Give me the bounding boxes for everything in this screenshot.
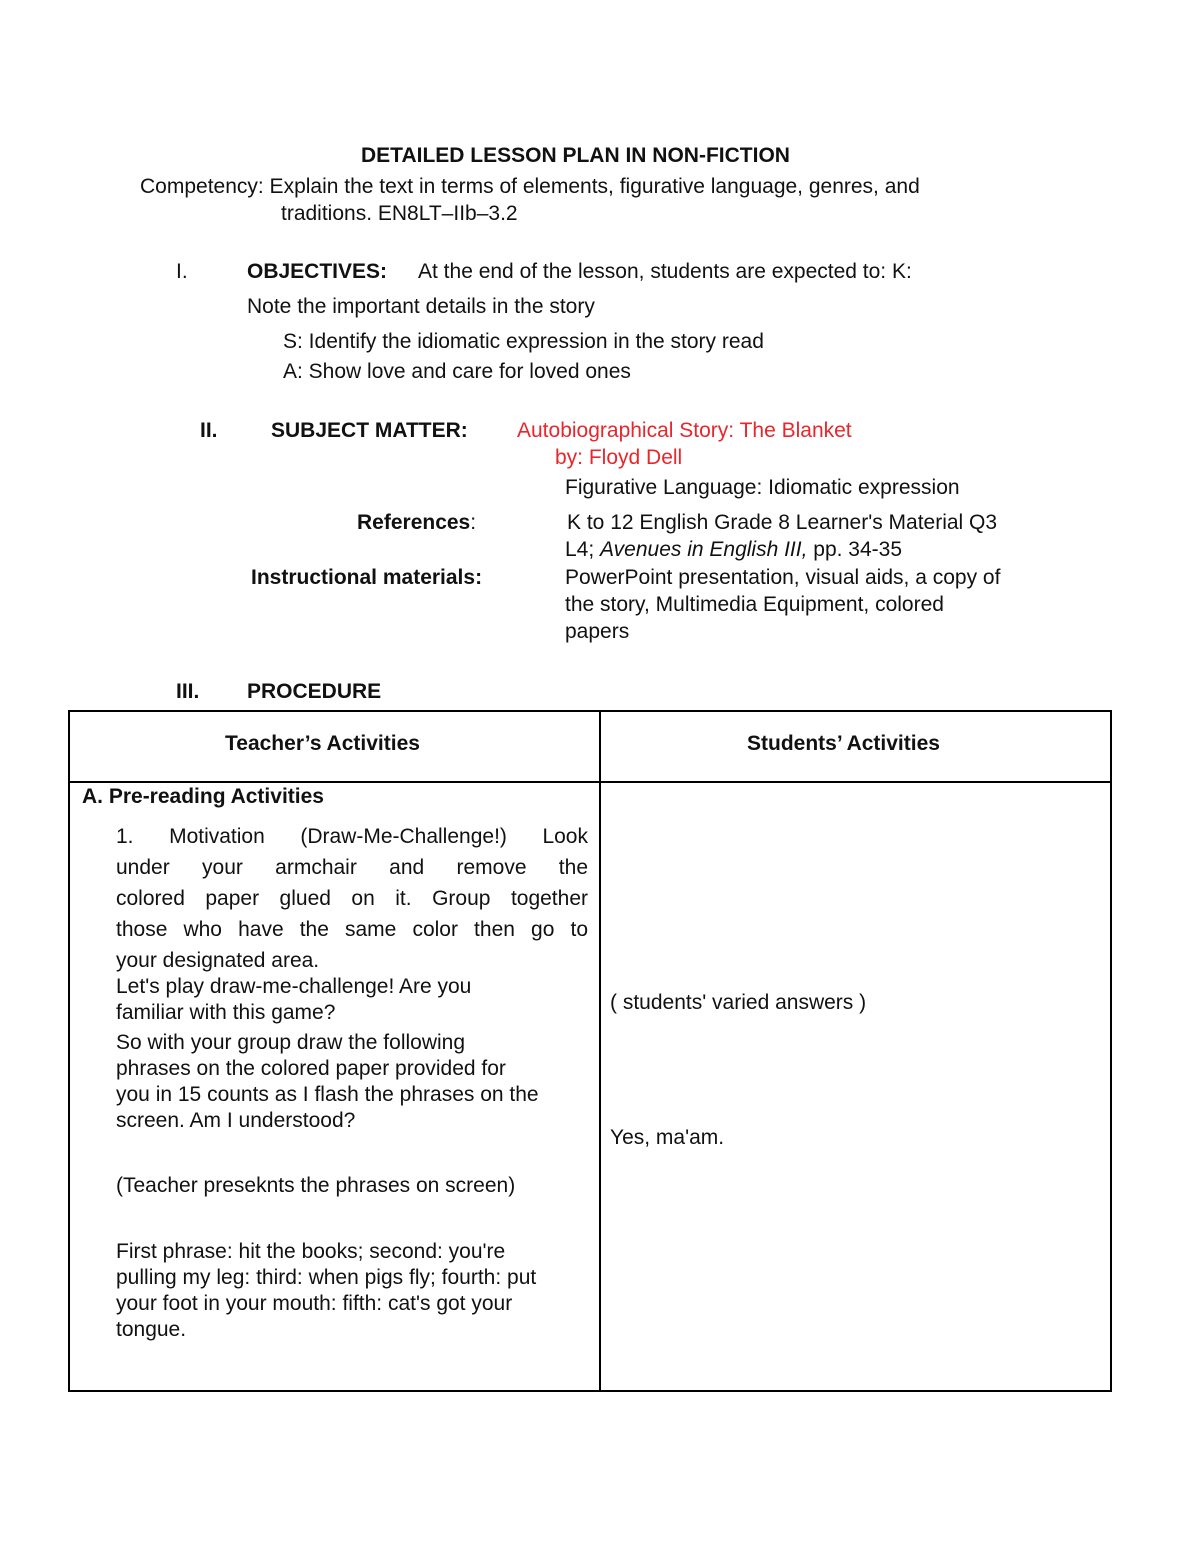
references-pages: pp. 34-35 <box>807 538 903 561</box>
document-title: DETAILED LESSON PLAN IN NON-FICTION <box>361 144 790 167</box>
paragraph-line: So with your group draw the following <box>116 1031 466 1054</box>
references-line-1: K to 12 English Grade 8 Learner's Material Q3 <box>567 511 998 534</box>
materials-line-3: papers <box>565 620 630 643</box>
paragraph-line: 1. Motivation (Draw-Me-Challenge!) Look <box>116 825 588 848</box>
paragraph-line: phrases on the colored paper provided for <box>116 1057 506 1080</box>
student-answer-varied: ( students' varied answers ) <box>610 991 867 1014</box>
teacher-paragraph-game <box>116 974 471 1026</box>
paragraph-line: your foot in your mouth: fifth: cat's got your <box>116 1292 513 1315</box>
materials-label: Instructional materials: <box>251 566 483 589</box>
objectives-numeral: I. <box>176 260 188 283</box>
objectives-intro: At the end of the lesson, students are expected to: K: <box>418 260 912 283</box>
objectives-label: OBJECTIVES: <box>247 260 388 283</box>
paragraph-line: pulling my leg: third: when pigs fly; fourth: put <box>116 1266 537 1289</box>
section-a-heading: A. Pre-reading Activities <box>82 785 324 808</box>
competency-line-2: traditions. EN8LT–IIb–3.2 <box>281 202 518 225</box>
teacher-paragraph-motivation <box>116 821 588 976</box>
table-header-divider <box>70 781 1110 783</box>
paragraph-line: colored paper glued on it. Group together <box>116 887 588 910</box>
references-line-2-pre: L4; <box>565 538 601 561</box>
story-author: by: Floyd Dell <box>555 446 683 469</box>
subject-matter-label: SUBJECT MATTER: <box>271 419 468 442</box>
paragraph-line: those who have the same color then go to <box>116 918 588 941</box>
materials-line-1: PowerPoint presentation, visual aids, a copy of <box>565 566 1001 589</box>
references-line-2 <box>565 537 902 563</box>
teacher-paragraph-phrases <box>116 1239 536 1343</box>
story-title: Autobiographical Story: The Blanket <box>517 419 852 442</box>
paragraph-line: your designated area. <box>116 949 320 972</box>
procedure-numeral: III. <box>176 680 200 703</box>
subject-matter-numeral: II. <box>200 419 218 442</box>
teacher-activities-header: Teacher’s Activities <box>225 732 420 755</box>
procedure-table <box>68 710 1112 1392</box>
references-book-title: Avenues in English III, <box>600 538 808 561</box>
references-colon: : <box>470 511 477 534</box>
paragraph-line: Let's play draw-me-challenge! Are you <box>116 975 472 998</box>
paragraph-line: screen. Am I understood? <box>116 1109 356 1132</box>
paragraph-line: you in 15 counts as I flash the phrases on the <box>116 1083 539 1106</box>
paragraph-line: familiar with this game? <box>116 1001 336 1024</box>
student-answer-yes: Yes, ma'am. <box>610 1126 725 1149</box>
paragraph-line: tongue. <box>116 1318 187 1341</box>
table-column-divider <box>599 712 601 1390</box>
procedure-label: PROCEDURE <box>247 680 382 703</box>
figurative-language: Figurative Language: Idiomatic expression <box>565 476 960 499</box>
objective-skill: S: Identify the idiomatic expression in the story read <box>283 330 764 353</box>
students-activities-header: Students’ Activities <box>747 732 940 755</box>
competency-line-1: Competency: Explain the text in terms of elements, figurative language, genres, and <box>140 175 920 198</box>
teacher-paragraph-presents: (Teacher preseknts the phrases on screen) <box>116 1174 516 1197</box>
materials-line-2: the story, Multimedia Equipment, colored <box>565 593 944 616</box>
references-label-group <box>357 510 476 536</box>
paragraph-line: under your armchair and remove the <box>116 856 588 879</box>
objective-attitude: A: Show love and care for loved ones <box>283 360 631 383</box>
paragraph-line: First phrase: hit the books; second: you're <box>116 1240 506 1263</box>
objective-knowledge: Note the important details in the story <box>247 295 595 318</box>
references-label: References <box>357 511 471 534</box>
teacher-paragraph-instructions <box>116 1030 539 1134</box>
